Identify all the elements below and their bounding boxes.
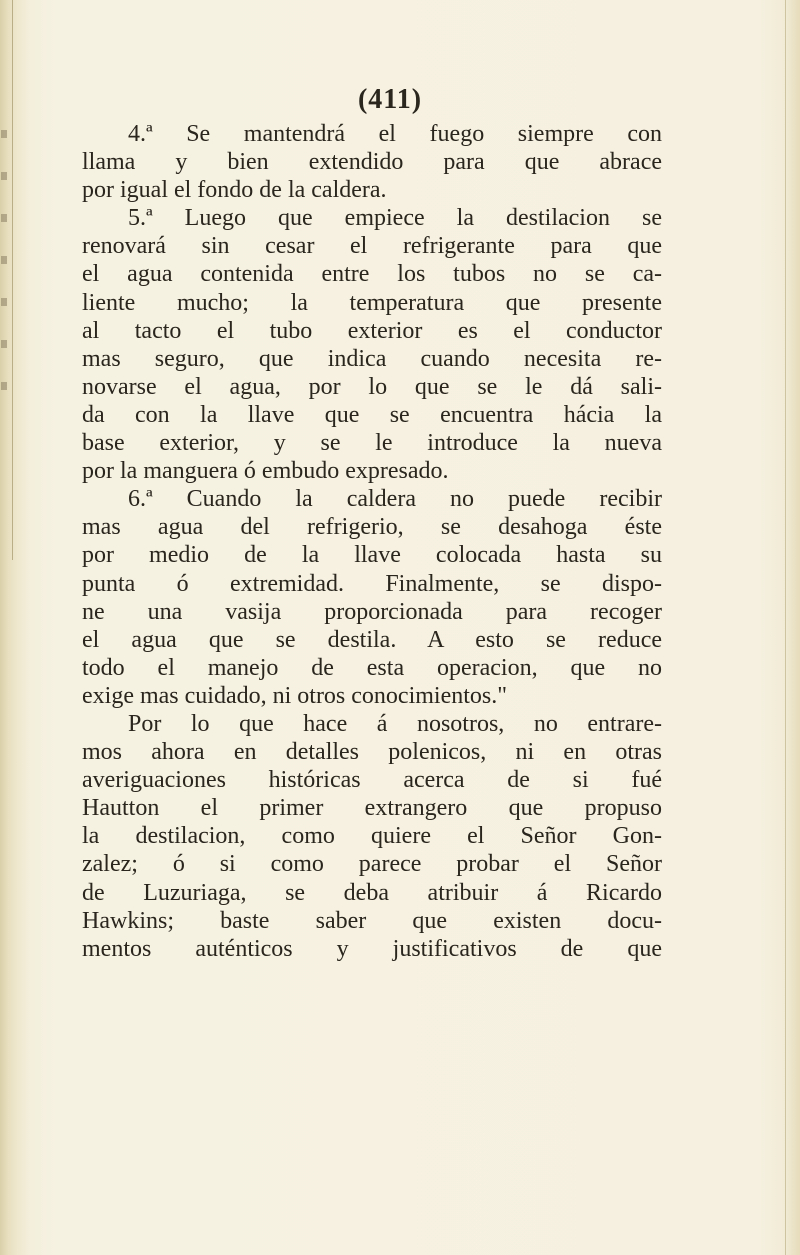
text-line: llama y bien extendido para que abrace	[82, 149, 662, 176]
text-line: mos ahora en detalles polenicos, ni en otras	[82, 739, 662, 766]
text-line: por la manguera ó embudo expresado.	[82, 458, 449, 485]
text-line: mentos auténticos y justificativos de que	[82, 935, 662, 962]
text-line: exige mas cuidado, ni otros conocimientos."	[82, 682, 508, 709]
text-line: 6.ª Cuando la caldera no puede recibir	[128, 486, 662, 513]
text-line: el agua contenida entre los tubos no se ca-	[82, 261, 662, 288]
text-line: por igual el fondo de la caldera.	[82, 177, 387, 204]
text-line: mas agua del refrigerio, se desahoga éste	[82, 514, 662, 541]
text-line: Por lo que hace á nosotros, no entrare-	[128, 710, 662, 737]
text-line: mas seguro, que indica cuando necesita re-	[82, 345, 662, 372]
page-edge-right	[785, 0, 800, 1255]
text-line: ne una vasija proporcionada para recoger	[82, 598, 662, 625]
text-line: novarse el agua, por lo que se le dá sali-	[82, 373, 662, 400]
text-line: al tacto el tubo exterior es el conductor	[82, 317, 662, 344]
text-line: todo el manejo de esta operacion, que no	[82, 654, 662, 681]
text-line: la destilacion, como quiere el Señor Gon-	[82, 823, 662, 850]
text-line: averiguaciones históricas acerca de si fué	[82, 767, 662, 794]
body-text	[82, 120, 662, 963]
page-number: (411)	[357, 84, 423, 115]
text-line: 5.ª Luego que empiece la destilacion se	[128, 205, 662, 232]
facing-page-bleed	[0, 130, 10, 550]
text-line: da con la llave que se encuentra hácia la	[82, 401, 662, 428]
text-line: punta ó extremidad. Finalmente, se dispo-	[82, 570, 662, 597]
text-line: Hautton el primer extrangero que propuso	[82, 795, 662, 822]
text-line: Hawkins; baste saber que existen docu-	[82, 907, 662, 934]
text-line: el agua que se destila. A esto se reduce	[82, 626, 662, 653]
text-line: 4.ª Se mantendrá el fuego siempre con	[128, 121, 662, 147]
text-line: base exterior, y se le introduce la nueva	[82, 430, 662, 457]
text-line: renovará sin cesar el refrigerante para que	[82, 233, 662, 260]
text-line: de Luzuriaga, se deba atribuir á Ricardo	[82, 879, 662, 906]
text-line: zalez; ó si como parece probar el Señor	[82, 851, 662, 878]
text-line: liente mucho; la temperatura que presente	[82, 289, 662, 316]
text-line: por medio de la llave colocada hasta su	[82, 542, 662, 569]
